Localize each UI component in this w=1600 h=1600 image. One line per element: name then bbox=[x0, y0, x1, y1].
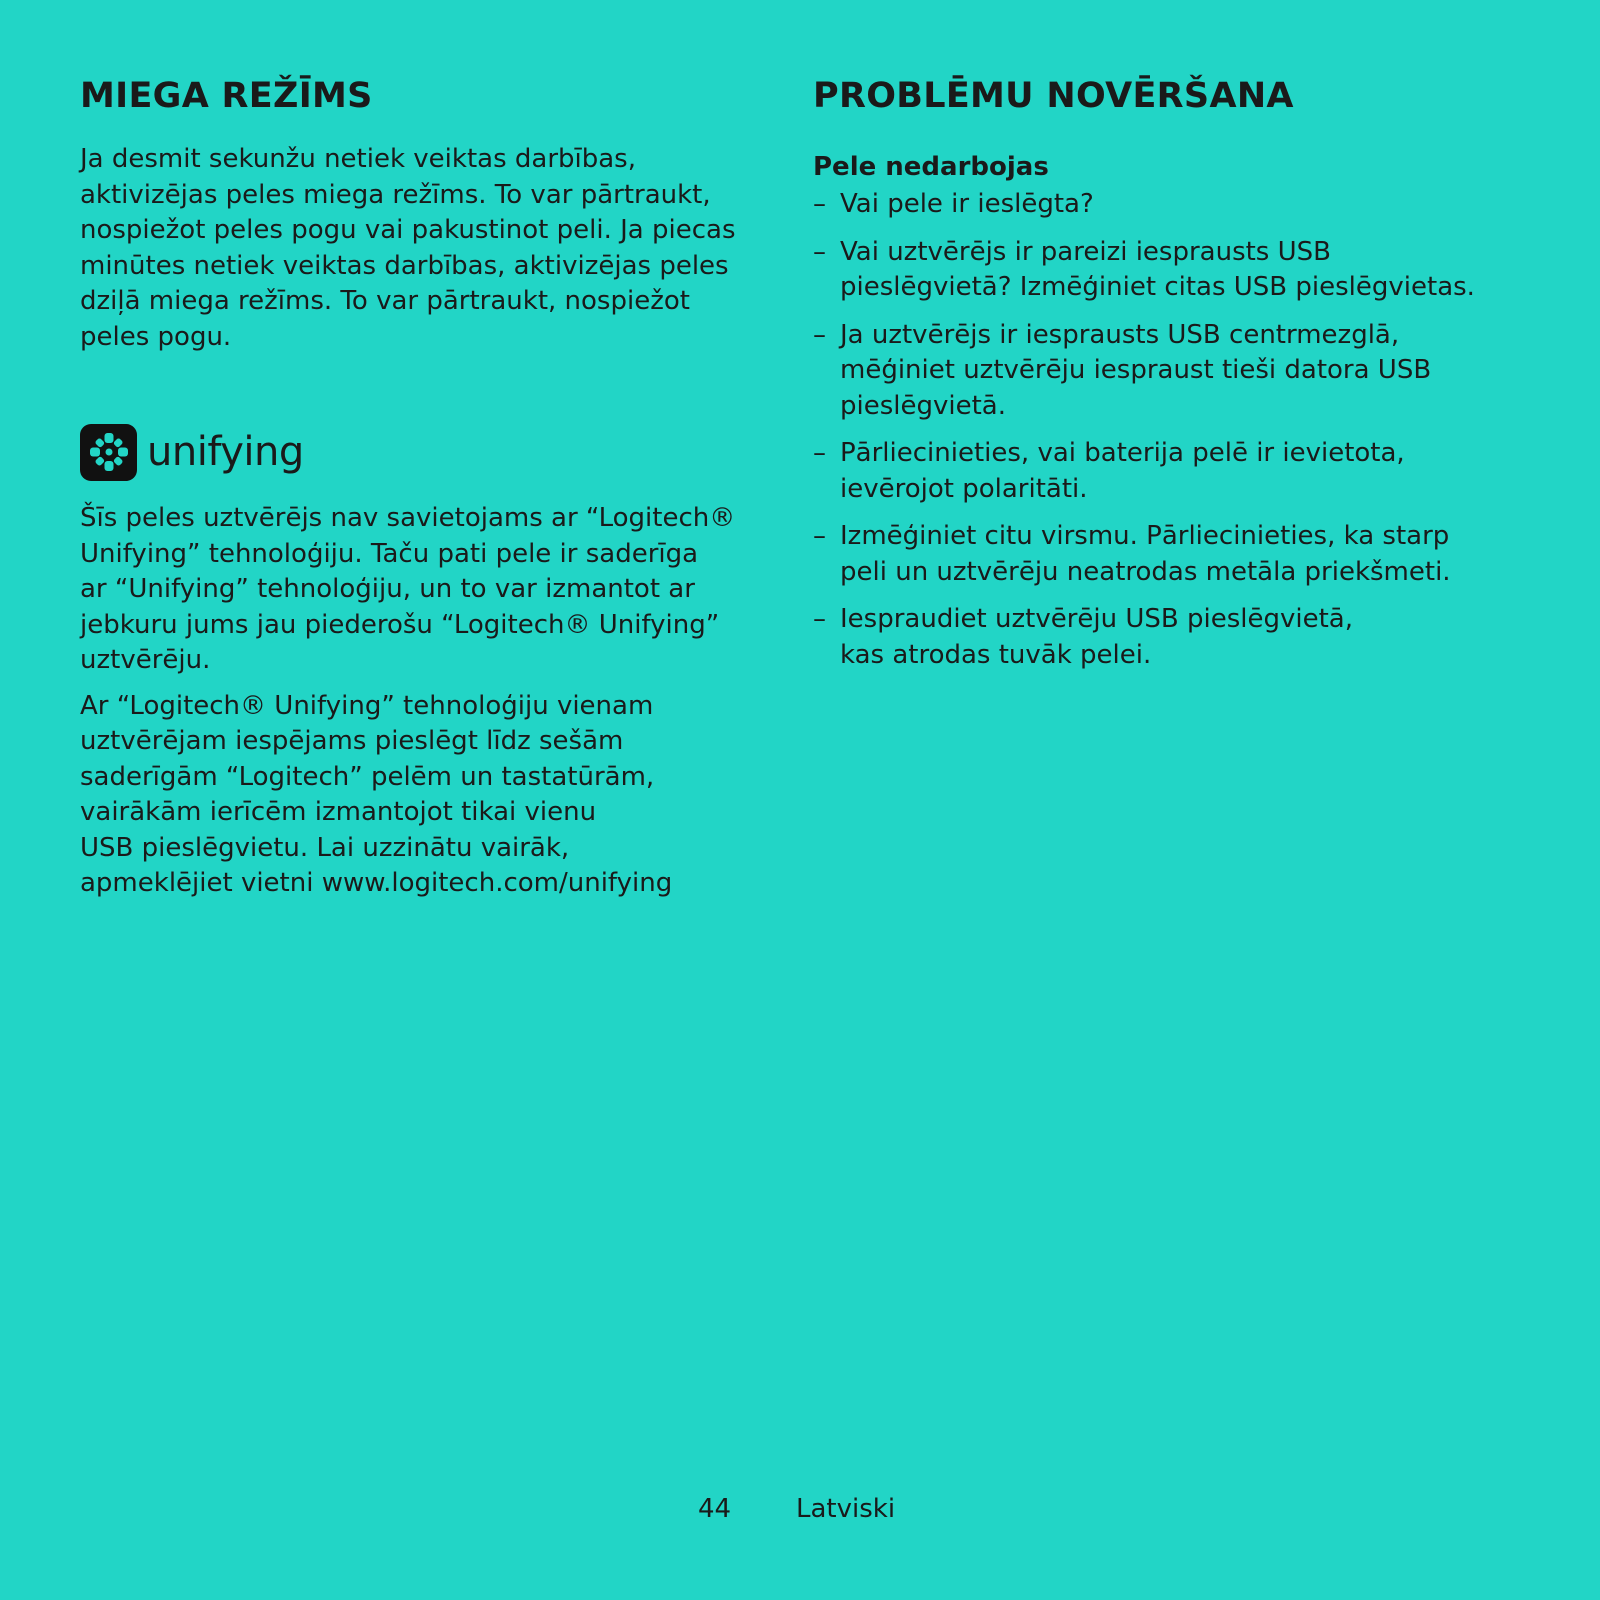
text-line: pieslēgvietā. bbox=[840, 390, 1006, 421]
text-line: Vai uztvērējs ir pareizi iesprausts USB bbox=[840, 236, 1331, 267]
text-line: uztvērēju. bbox=[80, 645, 211, 675]
text-line: ievērojot polaritāti. bbox=[840, 473, 1088, 504]
list-item bbox=[813, 436, 1553, 507]
bullet-dash: – bbox=[813, 604, 826, 634]
text-line: Iespraudiet uztvērēju USB pieslēgvietā, bbox=[840, 604, 1353, 634]
list-item-text bbox=[840, 602, 1353, 673]
text-line: Ja desmit sekunžu netiek veiktas darbības, bbox=[80, 144, 636, 174]
text-line: pieslēgvietā? Izmēģiniet citas USB pieslēgvietas. bbox=[840, 272, 1475, 302]
text-line: peli un uztvērēju neatrodas metāla priekšmeti. bbox=[840, 556, 1451, 587]
unifying-compat-text bbox=[80, 501, 780, 679]
bullet-dash: – bbox=[813, 236, 826, 267]
sleep-mode-text bbox=[80, 142, 780, 355]
text-line: ar “Unifying” tehnoloģiju, un to var izmantot ar bbox=[80, 574, 695, 604]
unifying-logo bbox=[80, 423, 780, 481]
text-line: USB pieslēgvietu. Lai uzzinātu vairāk, bbox=[80, 832, 570, 863]
text-line: uztvērējam iespējams pieslēgt līdz sešām bbox=[80, 726, 624, 756]
text-line: Izmēģiniet citu virsmu. Pārliecinieties, ka starp bbox=[840, 521, 1450, 551]
list-item-text bbox=[840, 187, 1094, 223]
text-line: minūtes netiek veiktas darbības, aktivizējas peles bbox=[80, 250, 729, 281]
text-line: Unifying” tehnoloģiju. Taču pati pele ir saderīga bbox=[80, 538, 699, 569]
text-line: vairākām ierīcēm izmantojot tikai vienu bbox=[80, 797, 597, 827]
text-line: Vai pele ir ieslēgta? bbox=[840, 189, 1094, 219]
list-item bbox=[813, 318, 1553, 425]
language-label: Latviski bbox=[796, 1494, 896, 1524]
text-line: kas atrodas tuvāk pelei. bbox=[840, 639, 1152, 670]
list-item bbox=[813, 187, 1553, 223]
list-item bbox=[813, 519, 1553, 590]
list-item bbox=[813, 602, 1553, 673]
troubleshooting-subheading: Pele nedarbojas bbox=[813, 152, 1049, 182]
list-item-text bbox=[840, 235, 1475, 306]
text-line: Ar “Logitech® Unifying” tehnoloģiju vienam bbox=[80, 690, 654, 721]
list-item-text bbox=[840, 436, 1405, 507]
unifying-info-text bbox=[80, 689, 780, 902]
text-line: Ja uztvērējs ir iesprausts USB centrmezglā, bbox=[840, 319, 1400, 350]
text-line: peles pogu. bbox=[80, 321, 232, 352]
text-line: saderīgām “Logitech” pelēm un tastatūrām, bbox=[80, 761, 655, 792]
text-line: Šīs peles uztvērējs nav savietojams ar “Logitech® bbox=[80, 503, 736, 533]
sleep-mode-section bbox=[80, 72, 780, 902]
list-item-text bbox=[840, 519, 1451, 590]
troubleshooting-heading: PROBLĒMU NOVĒRŠANA bbox=[813, 76, 1294, 116]
text-line: jebkuru jums jau piederošu “Logitech® Unifying” bbox=[80, 609, 720, 640]
page-number: 44 bbox=[698, 1494, 732, 1524]
text-line: mēģiniet uztvērēju iespraust tieši datora USB bbox=[840, 355, 1432, 385]
text-line: nospiežot peles pogu vai pakustinot peli. Ja piecas bbox=[80, 215, 736, 245]
unifying-star-icon bbox=[80, 424, 137, 481]
text-line: dziļā miega režīms. To var pārtraukt, nospiežot bbox=[80, 286, 690, 316]
bullet-dash: – bbox=[813, 521, 826, 551]
text-line: apmeklējiet vietni www.logitech.com/unifying bbox=[80, 868, 673, 898]
sleep-mode-heading: MIEGA REŽĪMS bbox=[80, 76, 373, 116]
text-line: Pārliecinieties, vai baterija pelē ir ievietota, bbox=[840, 438, 1405, 468]
unifying-wordmark: unifying bbox=[147, 429, 304, 475]
bullet-dash: – bbox=[813, 319, 826, 350]
bullet-dash: – bbox=[813, 189, 826, 219]
text-line: aktivizējas peles miega režīms. To var pārtraukt, bbox=[80, 179, 711, 210]
troubleshooting-list bbox=[813, 187, 1553, 673]
bullet-dash: – bbox=[813, 438, 826, 468]
troubleshooting-section bbox=[813, 72, 1553, 685]
list-item bbox=[813, 235, 1553, 306]
list-item-text bbox=[840, 318, 1431, 425]
